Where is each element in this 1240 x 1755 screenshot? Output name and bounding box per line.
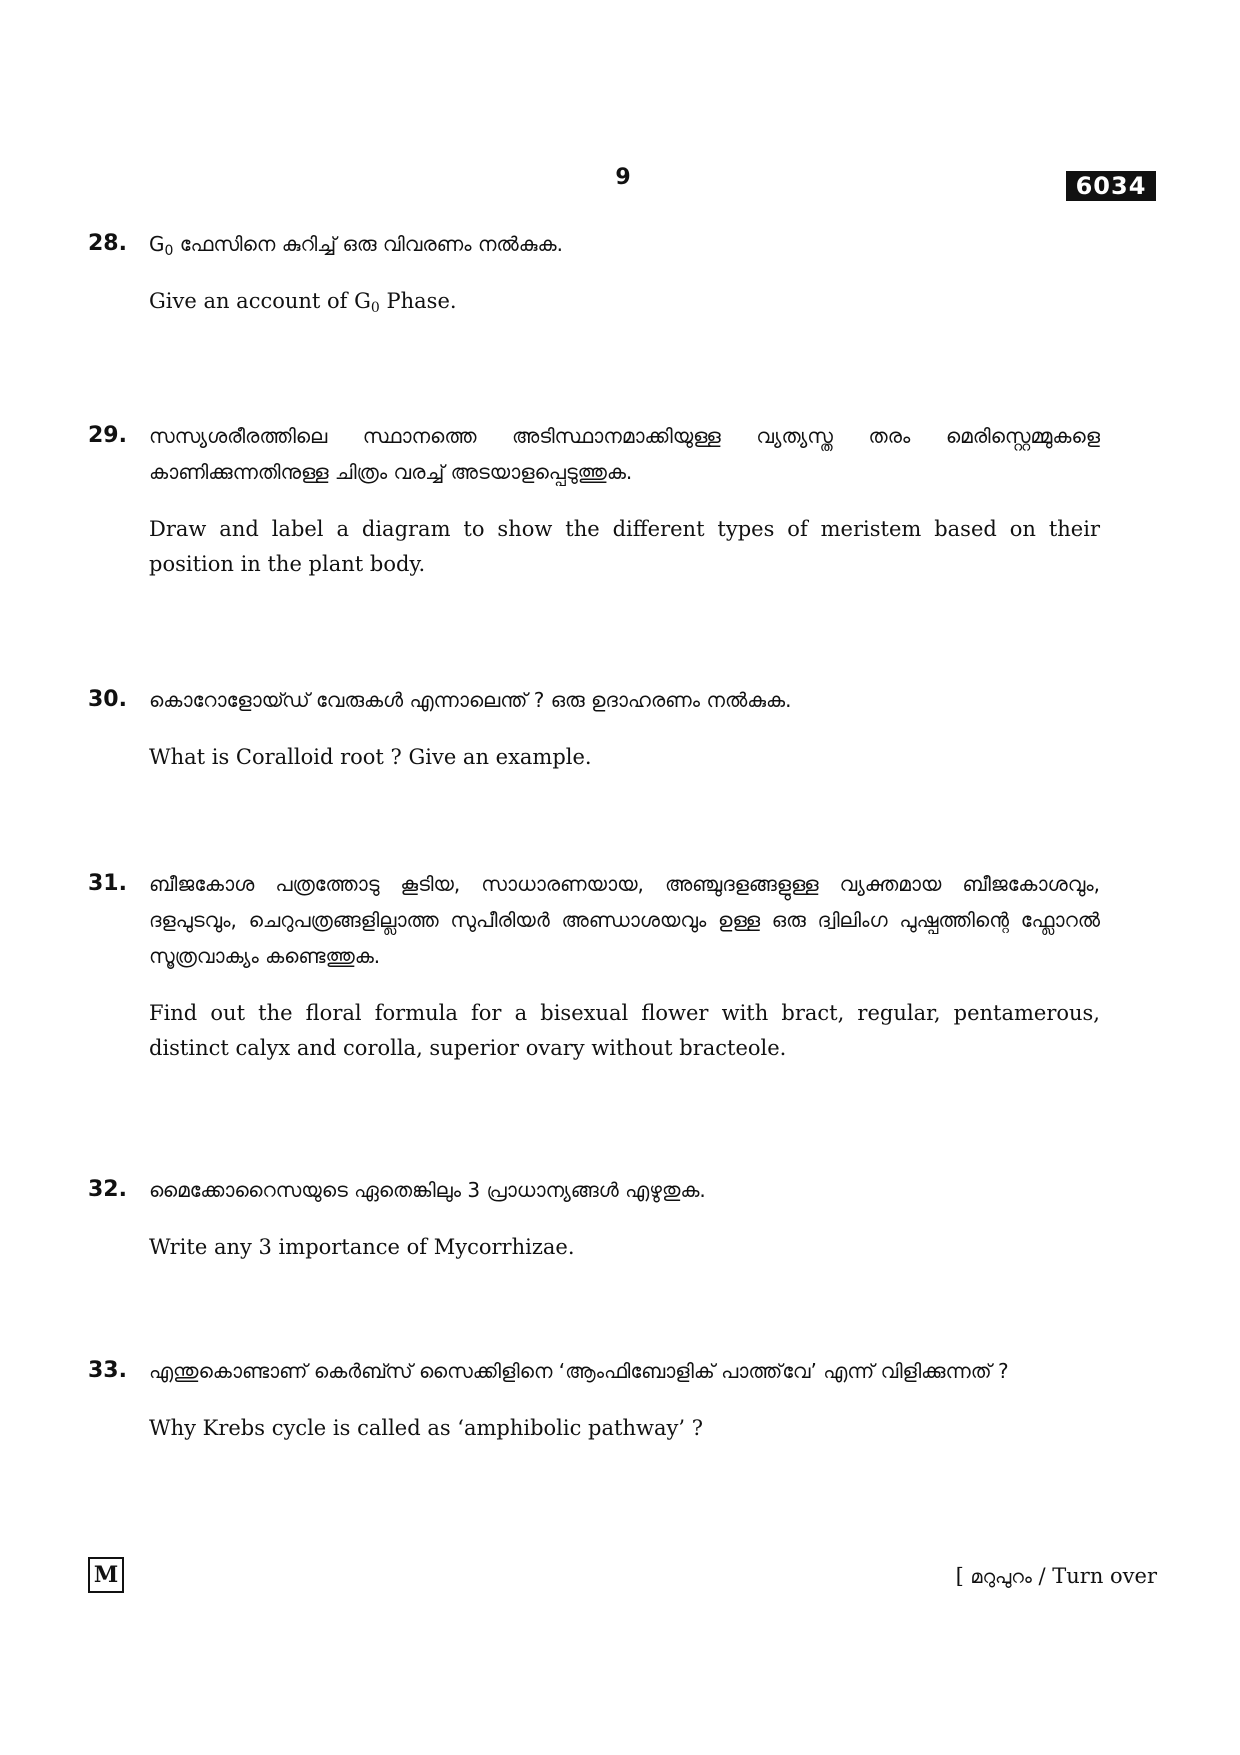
question-31 [88,866,1100,1066]
question-text-english: What is Coralloid root ? Give an example. [149,745,592,769]
question-30 [88,682,1100,775]
question-number: 31. [88,871,127,896]
question-text-malayalam: $G_0$ ഫേസിനെ കുറിച്ച് ഒരു വിവരണം നൽകുക. [149,232,563,259]
question-number: 33. [88,1358,127,1383]
question-text-english: Draw and label a diagram to show the different types of meristem based on their position in the plant body. [149,517,1100,576]
question-28 [88,226,1100,319]
question-number: 28. [88,231,127,256]
paper-code-badge: 6034 [1066,171,1156,201]
turn-over-label: [ മറുപുറം / Turn over [955,1564,1157,1588]
question-text-malayalam: കൊറോളോയ്ഡ് വേരുകൾ എന്നാലെന്ത് ? ഒരു ഉദാഹരണം നൽകുക. [149,688,792,712]
page-number: 9 [615,165,631,190]
question-32 [88,1172,1100,1265]
question-text-english: Give an account of $G_0$ Phase. [149,289,457,316]
question-text-malayalam: ബീജകോശ പത്രത്തോടു കൂടിയ, സാധാരണയായ, അഞ്ചുദളങ്ങളുള്ള വ്യക്തമായ ബീജകോശവും, ദളപുടവും, ചെറുപത്രങ്ങളില്ലാത്ത സുപീരിയർ അണ്ഡാശയവും ഉള്ള ഒരു ദ്വിലിംഗ പുഷ്പത്തിന്റെ ഫ്ലോറൽ സൂത്രവാക്യം കണ്ടെത്തുക. [149,872,1100,968]
question-number: 30. [88,687,127,712]
question-text-english: Find out the floral formula for a bisexual flower with bract, regular, pentamerous, distinct calyx and corolla, superior ovary without bracteole. [149,1001,1100,1060]
question-text-malayalam: സസ്യശരീരത്തിലെ സ്ഥാനത്തെ അടിസ്ഥാനമാക്കിയുള്ള വ്യത്യസ്ത തരം മെരിസ്റ്റെമ്മുകളെ കാണിക്കുന്നതിനുള്ള ചിത്രം വരച്ച് അടയാളപ്പെടുത്തുക. [149,424,1100,484]
question-text-malayalam: മൈക്കോറൈസയുടെ ഏതെങ്കിലും 3 പ്രാധാന്യങ്ങൾ എഴുതുക. [149,1178,706,1202]
question-text-english: Why Krebs cycle is called as ‘amphibolic pathway’ ? [149,1416,703,1440]
question-29 [88,418,1100,582]
question-number: 29. [88,423,127,448]
question-33 [88,1353,1100,1446]
question-text-malayalam: എന്തുകൊണ്ടാണ് കെർബ്സ് സൈക്കിളിനെ ‘ആംഫിബോളിക് പാത്ത്‌വേ’ എന്ന് വിളിക്കുന്നത് ? [149,1359,1009,1383]
medium-mark: M [88,1557,124,1593]
question-text-english: Write any 3 importance of Mycorrhizae. [149,1235,575,1259]
question-number: 32. [88,1177,127,1202]
